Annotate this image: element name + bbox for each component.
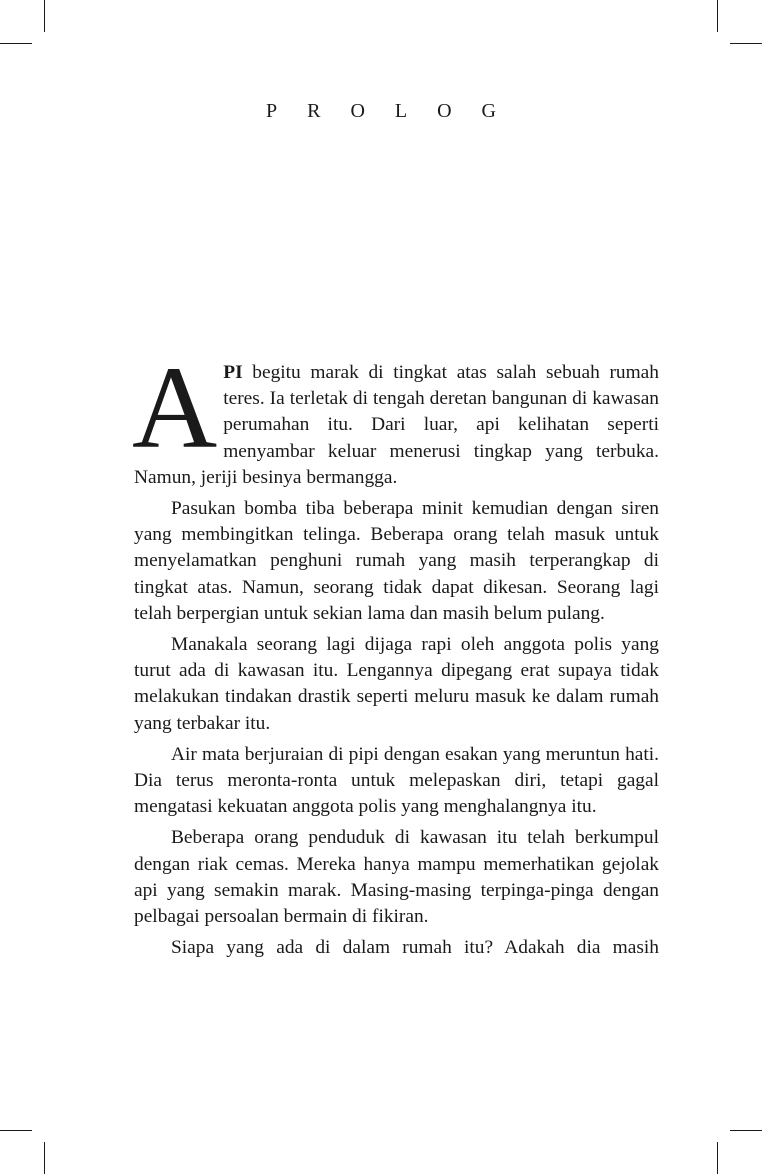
paragraph-6: Siapa yang ada di dalam rumah itu? Adakah dia masih	[171, 937, 659, 959]
paragraph-1-text: begitu marak di tingkat atas salah sebuah rumah teres. Ia terletak di tengah deretan bangunan di kawasan perumahan itu. Dari luar, api kelihatan seperti menyambar keluar menerusi tingkap yang terbuka. Namun, jeriji besinya bermangga.	[134, 362, 659, 488]
chapter-body	[132, 342, 659, 966]
crop-mark-top-left-horizontal	[0, 43, 32, 44]
crop-mark-top-right-horizontal	[730, 43, 762, 44]
chapter-title: PROLOG	[265, 100, 526, 122]
paragraph-lead: PI	[223, 362, 243, 383]
paragraph-3: Manakala seorang lagi dijaga rapi oleh anggota polis yang turut ada di kawasan itu. Lengannya dipegang erat supaya tidak melakukan tindakan drastik seperti meluru masuk ke dalam rumah yang terbakar itu.	[134, 634, 659, 734]
drop-cap: A	[132, 342, 218, 473]
crop-mark-top-right-vertical	[717, 0, 718, 32]
crop-mark-bottom-left-vertical	[44, 1142, 45, 1174]
paragraph-1	[132, 342, 659, 491]
paragraph-2: Pasukan bomba tiba beberapa minit kemudian dengan siren yang membingitkan telinga. Beberapa orang telah masuk untuk menyelamatkan penghuni rumah yang masih terperangkap di tingkat atas. Namun, seorang tidak dapat dikesan. Seorang lagi telah berpergian untuk sekian lama dan masih belum pulang.	[134, 498, 659, 624]
paragraph-5: Beberapa orang penduduk di kawasan itu telah berkumpul dengan riak cemas. Mereka hanya mampu memerhatikan gejolak api yang semakin marak. Masing-masing terpinga-pinga dengan pelbagai persoalan bermain di fikiran.	[134, 827, 659, 928]
crop-mark-top-left-vertical	[44, 0, 45, 32]
crop-mark-bottom-right-vertical	[717, 1142, 718, 1174]
crop-mark-bottom-right-horizontal	[730, 1130, 762, 1131]
crop-mark-bottom-left-horizontal	[0, 1130, 32, 1131]
paragraph-4: Air mata berjuraian di pipi dengan esakan yang meruntun hati. Dia terus meronta-ronta untuk melepaskan diri, tetapi gagal mengatasi kekuatan anggota polis yang menghalangnya itu.	[134, 743, 659, 818]
